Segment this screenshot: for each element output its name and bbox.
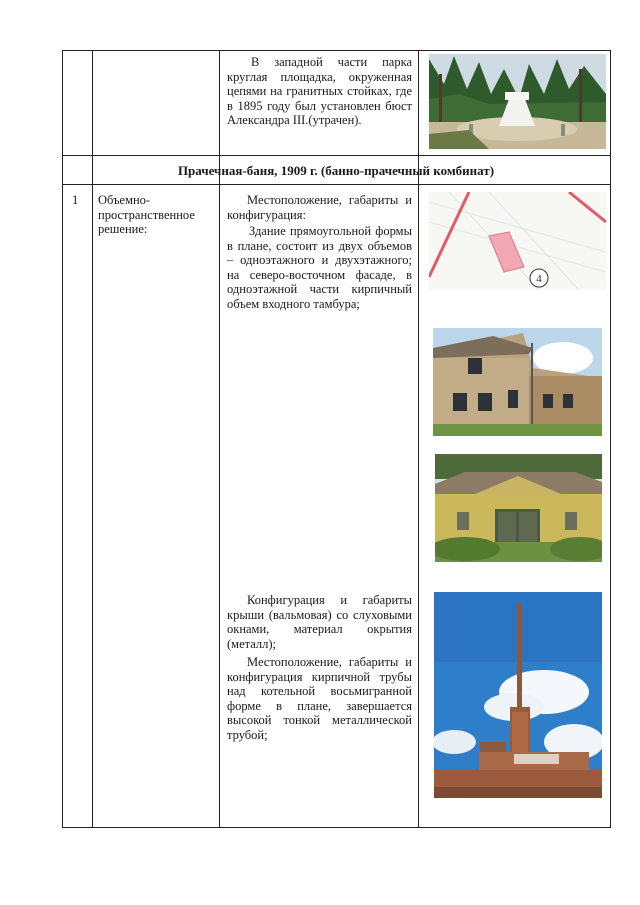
roof-description: Конфигурация и габариты крыши (вальмовая) со слуховыми окнами, материал окрытия (металл); [227, 593, 412, 651]
building-photo [433, 328, 602, 436]
row-number: 1 [72, 193, 79, 207]
table-border-right [610, 50, 611, 828]
section-bottom-border [62, 184, 611, 185]
top-row-paragraph: В западной части парка круглая площадка, окруженная цепями на гранитных стойках, где в 1895 году был установлен бюст Александра III.(утрачен). [227, 55, 412, 128]
map-marker-label: 4 [536, 273, 542, 285]
park-photo [429, 54, 606, 149]
category-label: Объемно-пространственное решение: [98, 193, 195, 237]
entrance-photo [435, 454, 602, 562]
site-map [429, 192, 606, 290]
table-bottom-border [62, 827, 611, 828]
chimney-photo [434, 592, 602, 798]
chimney-description: Местоположение, габариты и конфигурация кирпичной трубы над котельной восьмигранной форме в плане, завершается высокой тонкой металлической трубой; [227, 655, 412, 742]
section-title: Прачечная-баня, 1909 г. (банно-прачечный комбинат) [177, 163, 495, 178]
table-top-border [62, 50, 611, 51]
section-top-border [62, 155, 611, 156]
building-description: Здание прямоугольной формы в плане, состоит из двух объемов – одноэтажного и двухэтажного; на северо-восточном фасаде, в одноэтажной части кирпичный объем входного тамбура; [227, 224, 412, 311]
location-heading: Местоположение, габариты и конфигурация: [227, 193, 412, 222]
